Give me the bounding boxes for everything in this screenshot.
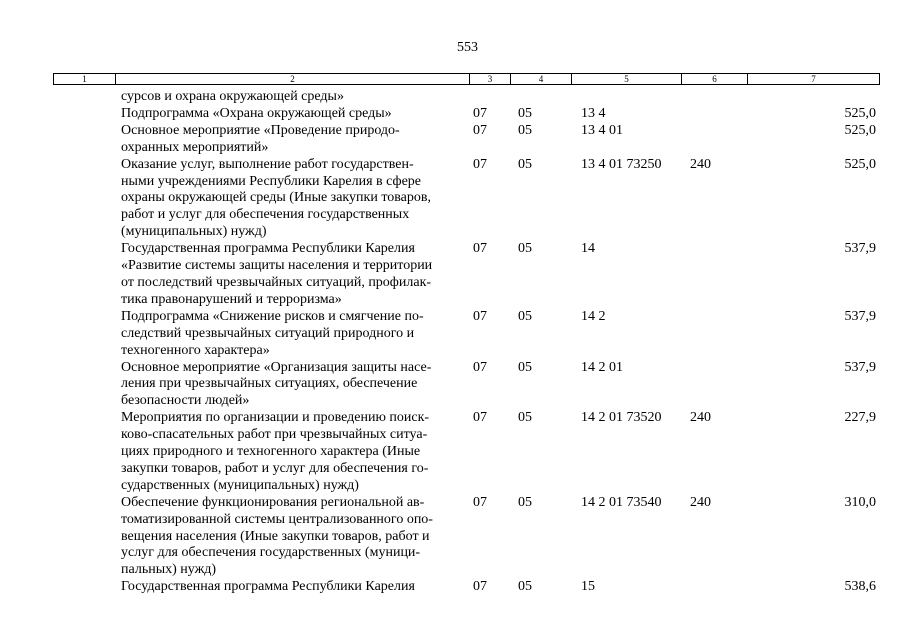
subsection-code: 05 bbox=[518, 579, 532, 595]
description-line: Обеспечение функционирования региональной ав- bbox=[121, 494, 425, 510]
header-col-4: 4 bbox=[511, 74, 572, 85]
description-line: Государственная программа Республики Карелия bbox=[121, 579, 415, 595]
header-col-3: 3 bbox=[470, 74, 511, 85]
row-description bbox=[121, 309, 461, 360]
header-col-6: 6 bbox=[682, 74, 748, 85]
description-line: Мероприятия по организации и проведению поиск- bbox=[121, 410, 430, 426]
target-article-code: 14 2 01 bbox=[581, 359, 623, 375]
amount: 537,9 bbox=[844, 241, 876, 257]
row-description bbox=[121, 495, 461, 580]
description-line: сударственных (муниципальных) нужд) bbox=[121, 477, 359, 493]
description-line: тика правонарушений и терроризма» bbox=[121, 291, 342, 307]
table-row bbox=[0, 410, 905, 495]
subsection-code: 05 bbox=[518, 241, 532, 257]
section-code: 07 bbox=[473, 579, 487, 595]
row-description bbox=[121, 89, 461, 106]
description-line: пальных) нужд) bbox=[121, 562, 217, 578]
amount: 537,9 bbox=[844, 359, 876, 375]
section-code: 07 bbox=[473, 308, 487, 324]
table-row bbox=[0, 241, 905, 309]
target-article-code: 15 bbox=[581, 579, 595, 595]
amount: 538,6 bbox=[844, 579, 876, 595]
description-line: Оказание услуг, выполнение работ государствен- bbox=[121, 156, 414, 172]
row-description bbox=[121, 123, 461, 157]
description-line: охранных мероприятий» bbox=[121, 139, 269, 155]
subsection-code: 05 bbox=[518, 105, 532, 121]
description-line: от последствий чрезвычайных ситуаций, профилак- bbox=[121, 274, 432, 290]
target-article-code: 14 bbox=[581, 241, 595, 257]
target-article-code: 14 2 01 73520 bbox=[581, 410, 662, 426]
description-line: ления при чрезвычайных ситуациях, обеспечение bbox=[121, 376, 418, 392]
subsection-code: 05 bbox=[518, 122, 532, 138]
description-line: томатизированной системы централизованного опо- bbox=[121, 511, 433, 527]
header-col-5: 5 bbox=[572, 74, 682, 85]
target-article-code: 13 4 01 bbox=[581, 122, 623, 138]
description-line: «Развитие системы защиты населения и территории bbox=[121, 258, 433, 274]
table-row bbox=[0, 123, 905, 157]
row-description bbox=[121, 157, 461, 242]
header-col-1: 1 bbox=[54, 74, 116, 85]
table-row bbox=[0, 309, 905, 360]
target-article-code: 14 2 bbox=[581, 308, 606, 324]
description-line: следствий чрезвычайных ситуаций природного и bbox=[121, 325, 415, 341]
subsection-code: 05 bbox=[518, 410, 532, 426]
amount: 525,0 bbox=[844, 105, 876, 121]
subsection-code: 05 bbox=[518, 359, 532, 375]
section-code: 07 bbox=[473, 241, 487, 257]
description-line: Основное мероприятие «Организация защиты насе- bbox=[121, 359, 432, 375]
section-code: 07 bbox=[473, 156, 487, 172]
target-article-code: 14 2 01 73540 bbox=[581, 494, 662, 510]
description-line: Подпрограмма «Снижение рисков и смягчение по- bbox=[121, 308, 424, 324]
description-line: ково-спасательных работ при чрезвычайных ситуа- bbox=[121, 427, 428, 443]
header-col-7: 7 bbox=[748, 74, 880, 85]
expense-type-code: 240 bbox=[690, 410, 711, 426]
section-code: 07 bbox=[473, 359, 487, 375]
amount: 525,0 bbox=[844, 122, 876, 138]
description-line: безопасности людей» bbox=[121, 393, 250, 409]
expense-type-code: 240 bbox=[690, 494, 711, 510]
page-number: 553 bbox=[457, 40, 478, 55]
section-code: 07 bbox=[473, 494, 487, 510]
row-description bbox=[121, 579, 461, 596]
description-line: циях природного и техногенного характера (Иные bbox=[121, 444, 421, 460]
description-line: вещения населения (Иные закупки товаров, работ и bbox=[121, 528, 430, 544]
target-article-code: 13 4 bbox=[581, 105, 606, 121]
target-article-code: 13 4 01 73250 bbox=[581, 156, 662, 172]
budget-table-body bbox=[0, 89, 905, 596]
section-code: 07 bbox=[473, 122, 487, 138]
description-line: ными учреждениями Республики Карелия в сфере bbox=[121, 173, 422, 189]
table-row bbox=[0, 495, 905, 580]
table-row bbox=[0, 360, 905, 411]
table-row bbox=[0, 89, 905, 106]
expense-type-code: 240 bbox=[690, 156, 711, 172]
description-line: закупки товаров, работ и услуг для обеспечения го- bbox=[121, 460, 429, 476]
amount: 310,0 bbox=[844, 494, 876, 510]
section-code: 07 bbox=[473, 410, 487, 426]
description-line: (муниципальных) нужд) bbox=[121, 224, 267, 240]
amount: 227,9 bbox=[844, 410, 876, 426]
description-line: Основное мероприятие «Проведение природо- bbox=[121, 122, 400, 138]
table-row bbox=[0, 579, 905, 596]
table-row bbox=[0, 106, 905, 123]
description-line: Подпрограмма «Охрана окружающей среды» bbox=[121, 105, 392, 121]
amount: 537,9 bbox=[844, 308, 876, 324]
section-code: 07 bbox=[473, 105, 487, 121]
amount: 525,0 bbox=[844, 156, 876, 172]
description-line: техногенного характера» bbox=[121, 342, 270, 358]
subsection-code: 05 bbox=[518, 494, 532, 510]
description-line: услуг для обеспечения государственных (муници- bbox=[121, 545, 421, 561]
description-line: охраны окружающей среды (Иные закупки товаров, bbox=[121, 190, 432, 206]
description-line: сурсов и охрана окружающей среды» bbox=[121, 89, 344, 104]
subsection-code: 05 bbox=[518, 308, 532, 324]
header-col-2: 2 bbox=[116, 74, 470, 85]
description-line: Государственная программа Республики Карелия bbox=[121, 241, 415, 257]
table-row bbox=[0, 157, 905, 242]
row-description bbox=[121, 360, 461, 411]
subsection-code: 05 bbox=[518, 156, 532, 172]
column-number-header bbox=[53, 73, 880, 85]
description-line: работ и услуг для обеспечения государственных bbox=[121, 207, 410, 223]
row-description bbox=[121, 410, 461, 495]
row-description bbox=[121, 106, 461, 123]
row-description bbox=[121, 241, 461, 309]
